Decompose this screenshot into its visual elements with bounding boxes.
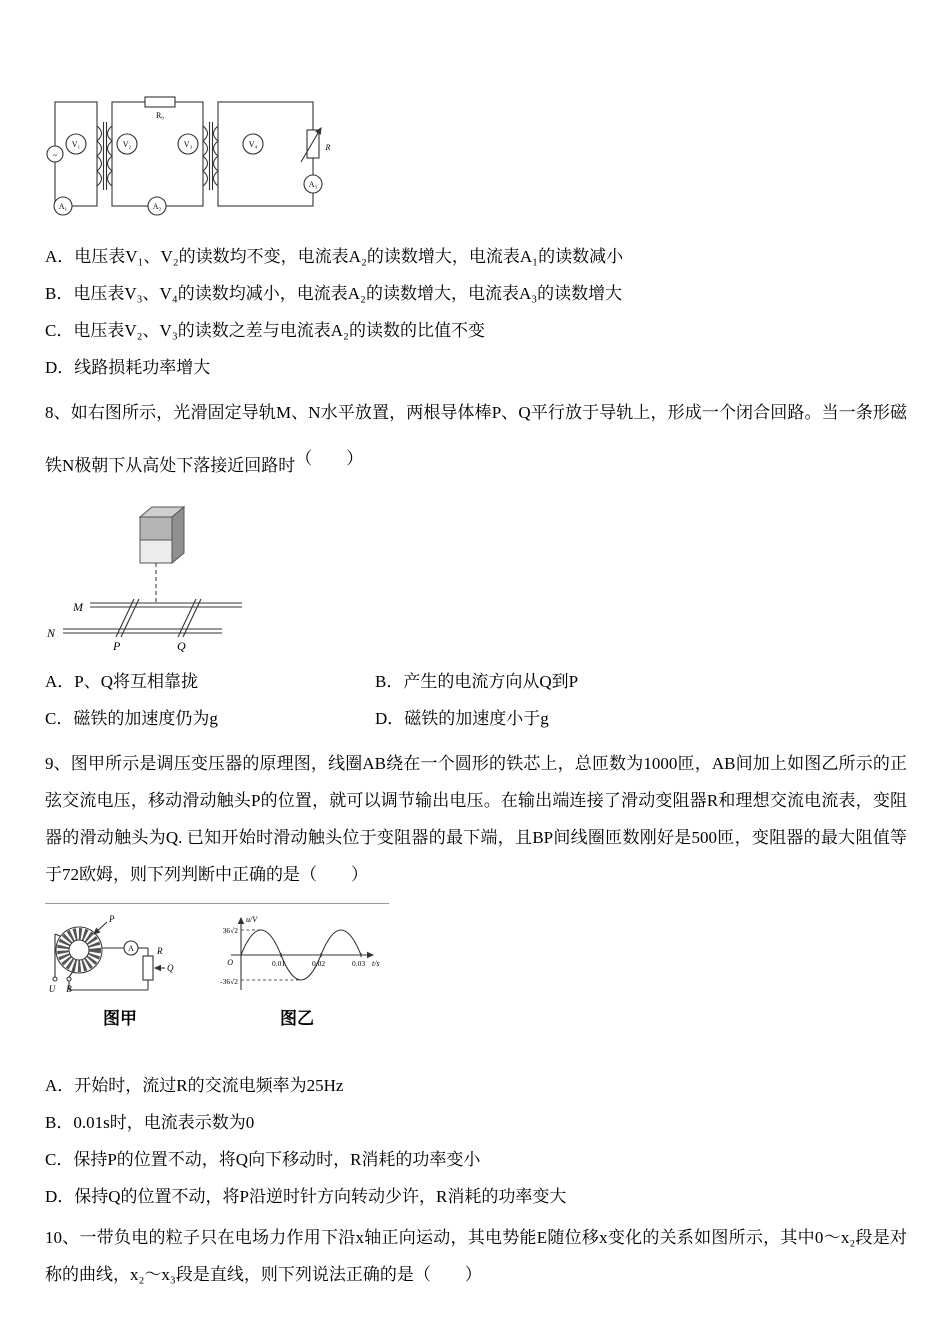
coil <box>214 126 219 186</box>
q7-options <box>45 238 907 386</box>
ammeter-a2-label: A₂ <box>152 202 162 211</box>
bar-p-label: P <box>113 639 121 653</box>
q8-option-d: D．磁铁的加速度小于g <box>375 709 549 728</box>
rail-n-label: N <box>47 626 56 640</box>
ymin-label: -36√2 <box>220 977 238 986</box>
terminal-b-label: B <box>66 984 72 994</box>
rails <box>63 603 242 633</box>
tick-002-label: 0.02 <box>312 959 326 968</box>
q7-option-a: A．电压表V₁、V₂的读数均不变，电流表A₂的读数增大，电流表A₁的读数减小 <box>45 247 624 266</box>
slider-p-label: P <box>109 914 115 924</box>
q7-option-c: C．电压表V₂、V₃的读数之差与电流表A₂的读数的比值不变 <box>45 321 485 340</box>
load-resistor-label: R <box>325 143 331 152</box>
q9-option-d: D．保持Q的位置不动，将P沿逆时针方向转动少许，R消耗的功率变大 <box>45 1187 567 1206</box>
origin-label: O <box>227 958 233 967</box>
fig-jia-caption: 图甲 <box>103 1009 137 1028</box>
ammeter-a1-label: A₁ <box>58 202 68 211</box>
terminal-b-icon <box>67 977 71 981</box>
bar-q-label: Q <box>177 639 186 653</box>
terminal-u-label: U <box>48 984 56 994</box>
q7-option-d: D．线路损耗功率增大 <box>45 358 211 377</box>
q8-options <box>45 663 735 737</box>
q7-option-b: B．电压表V₃、V₄的读数均减小，电流表A₂的读数增大，电流表A₃的读数增大 <box>45 284 623 303</box>
ammeter-label: A <box>128 944 134 953</box>
y-axis-label: u/V <box>246 915 258 924</box>
transformer-circuit-diagram <box>45 94 337 224</box>
rail-m-label: M <box>73 600 83 614</box>
falling-magnet-icon <box>140 507 184 563</box>
autotransformer-diagram <box>45 910 195 1002</box>
terminal-u-icon <box>53 977 57 981</box>
resistor-r0-label: R₀ <box>155 111 165 120</box>
magnet-rails-diagram <box>45 499 257 653</box>
toroid-core-inner <box>69 940 89 960</box>
ymax-label: 36√2 <box>222 926 238 935</box>
rheostat-label: R <box>157 946 163 956</box>
q9-option-a: A．开始时，流过R的交流电频率为25Hz <box>45 1076 344 1095</box>
voltmeter-v1-label: V₁ <box>71 140 81 149</box>
q9-option-c: C．保持P的位置不动，将Q向下移动时，R消耗的功率变小 <box>45 1150 481 1169</box>
q8-option-b: B．产生的电流方向从Q到P <box>375 672 579 691</box>
x-axis-label: t/s <box>372 959 380 968</box>
voltmeter-v3-label: V₃ <box>183 140 193 149</box>
resistor-r0-icon <box>145 97 175 107</box>
fig-yi-caption: 图乙 <box>280 1009 314 1028</box>
q8-answer-bracket: （ ） <box>295 449 364 468</box>
ac-source-label: ~ <box>52 151 58 160</box>
q8-stem-text: 8、如右图所示，光滑固定导轨M、N水平放置，两根导体棒P、Q平行放于导轨上，形成一个闭合回路。当一条形磁铁N极朝下从高处下落接近回路时 <box>45 403 907 475</box>
tick-001-label: 0.01 <box>272 959 286 968</box>
q10-stem: 10、一带负电的粒子只在电场力作用下沿x轴正向运动，其电势能E随位移x变化的关系如图所示，其中0～x₂段是对称的曲线，x₂～x₃段是直线，则下列说法正确的是（ ） <box>45 1228 907 1284</box>
q8-option-c: C．磁铁的加速度仍为g <box>45 709 218 728</box>
q7-circuit-figure <box>45 94 907 224</box>
slider-p-arrow-icon <box>94 922 107 934</box>
q8-figure <box>45 499 907 653</box>
rheostat-icon <box>143 956 153 980</box>
slider-q-label: Q <box>167 963 174 973</box>
coil <box>203 126 208 186</box>
q9-stem: 9、图甲所示是调压变压器的原理图，线圈AB绕在一个圆形的铁芯上，总匝数为1000匝，AB间加上如图乙所示的正弦交流电压，移动滑动触头P的位置，就可以调节输出电压。在输出端连接了滑动变阻器R和理想交流电流表，变阻器的滑动触头为Q. 已知开始时滑动触头位于变阻器的最下端，且BP间线圈匝数刚好是500匝，变阻器的最大阻值等于72欧姆，则下列判断中正确的是（ ） <box>45 754 907 884</box>
q9-figure-jia <box>45 910 195 1029</box>
tick-003-label: 0.03 <box>352 959 366 968</box>
exam-content <box>45 0 907 1293</box>
secondary-loop <box>218 102 313 206</box>
q8-option-a: A．P、Q将互相靠拢 <box>45 672 199 691</box>
q8-stem <box>45 390 907 489</box>
q9-options <box>45 1067 907 1215</box>
bar-q-icon <box>178 599 201 637</box>
q9-figures <box>45 903 389 1029</box>
ammeter-a3-label: A₃ <box>308 180 318 189</box>
coil <box>108 126 113 186</box>
sine-voltage-graph <box>209 910 385 1002</box>
voltmeter-v4-label: V₄ <box>248 140 258 149</box>
bar-p-icon <box>116 599 139 637</box>
q9-option-b: B．0.01s时，电流表示数为0 <box>45 1113 255 1132</box>
coil <box>97 126 102 186</box>
voltmeter-v2-label: V₂ <box>122 140 132 149</box>
q9-figure-yi <box>209 910 385 1029</box>
